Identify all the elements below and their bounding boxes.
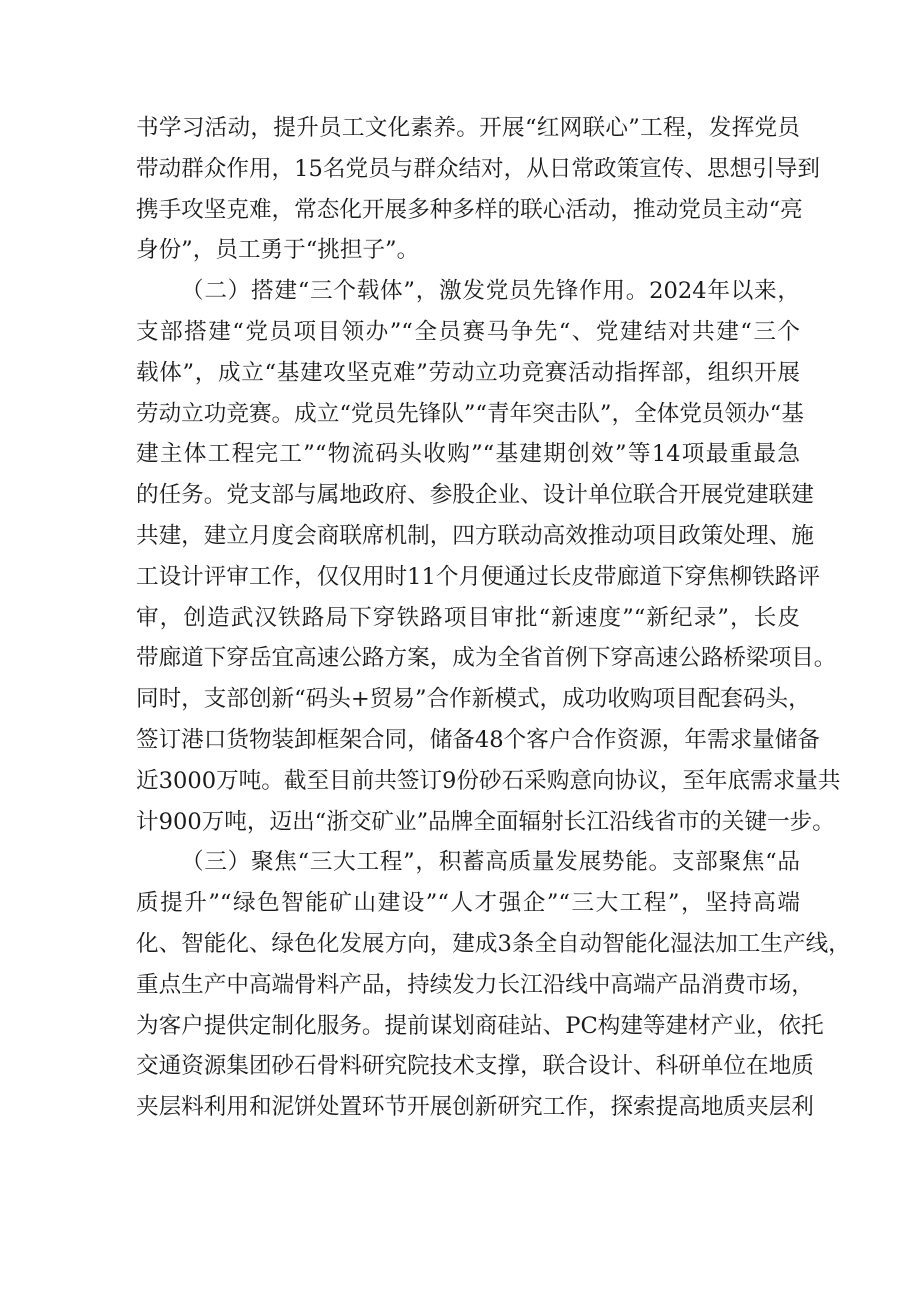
text-line: 载体”，成立“基建攻坚克难”劳动立功竞赛活动指挥部，组织开展 — [136, 359, 800, 386]
text-line: 工设计评审工作，仅仅用时11个月便通过长皮带廊道下穿焦柳铁路评 — [136, 563, 820, 590]
text-line: 夹层料利用和泥饼处置环节开展创新研究工作，探索提高地质夹层利 — [136, 1094, 814, 1121]
text-line: 重点生产中高端骨料产品，持续发力长江沿线中高端产品消费市场， — [136, 971, 814, 998]
text-line: 审，创造武汉铁路局下穿铁路项目审批“新速度”“新纪录”，长皮 — [136, 604, 800, 631]
document-page — [136, 108, 851, 1128]
section-heading-line: （二）搭建“三个载体”，激发党员先锋作用。2024年以来， — [181, 278, 800, 305]
text-line: 签订港口货物装卸框架合同，储备48个客户合作资源，年需求量储备 — [136, 726, 820, 753]
text-line: 计900万吨，迈出“浙交矿业”品牌全面辐射长江沿线省市的关键一步。 — [136, 808, 835, 835]
text-line: 携手攻坚克难，常态化开展多种多样的联心活动，推动党员主动“亮 — [136, 196, 803, 223]
text-line: 质提升”“绿色智能矿山建设”“人才强企”“三大工程”，坚持高端 — [136, 890, 800, 917]
paragraph-section-2 — [136, 271, 841, 842]
text-line: 为客户提供定制化服务。提前谋划商硅站、PC构建等建材产业，依托 — [136, 1012, 824, 1039]
text-line: 带廊道下穿岳宜高速公路方案，成为全省首例下穿高速公路桥梁项目。 — [136, 645, 837, 672]
text-line: 支部搭建“党员项目领办”“全员赛马争先“、党建结对共建“三个 — [136, 318, 800, 345]
text-line: 书学习活动，提升员工文化素养。开展“红网联心”工程，发挥党员 — [136, 115, 800, 141]
text-line: 化、智能化、绿色化发展方向，建成3条全自动智能化湿法加工生产线， — [136, 930, 851, 957]
text-line: 建主体工程完工”“物流码头收购”“基建期创效”等14项最重最急 — [136, 441, 800, 468]
text-line: 带动群众作用，15名党员与群众结对，从日常政策宣传、思想引导到 — [136, 155, 820, 182]
text-line: 交通资源集团砂石骨料研究院技术支撑，联合设计、科研单位在地质 — [136, 1053, 814, 1080]
paragraph-continuation — [136, 108, 820, 271]
text-line: 共建，建立月度会商联席机制，四方联动高效推动项目政策处理、施 — [136, 522, 814, 549]
text-line: 身份”，员工勇于“挑担子”。 — [136, 237, 420, 264]
text-line: 同时，支部创新“码头+贸易”合作新模式，成功收购项目配套码头， — [136, 686, 811, 713]
text-line: 的任务。党支部与属地政府、参股企业、设计单位联合开展党建联建 — [136, 482, 814, 509]
text-line: 劳动立功竞赛。成立“党员先锋队”“青年突击队”，全体党员领办“基 — [136, 400, 804, 427]
paragraph-section-3 — [136, 842, 851, 1128]
section-heading-line: （三）聚焦“三大工程”，积蓄高质量发展势能。支部聚焦“品 — [181, 849, 800, 876]
text-line: 近3000万吨。截至目前共签订9份砂石采购意向协议，至年底需求量共 — [136, 767, 841, 794]
